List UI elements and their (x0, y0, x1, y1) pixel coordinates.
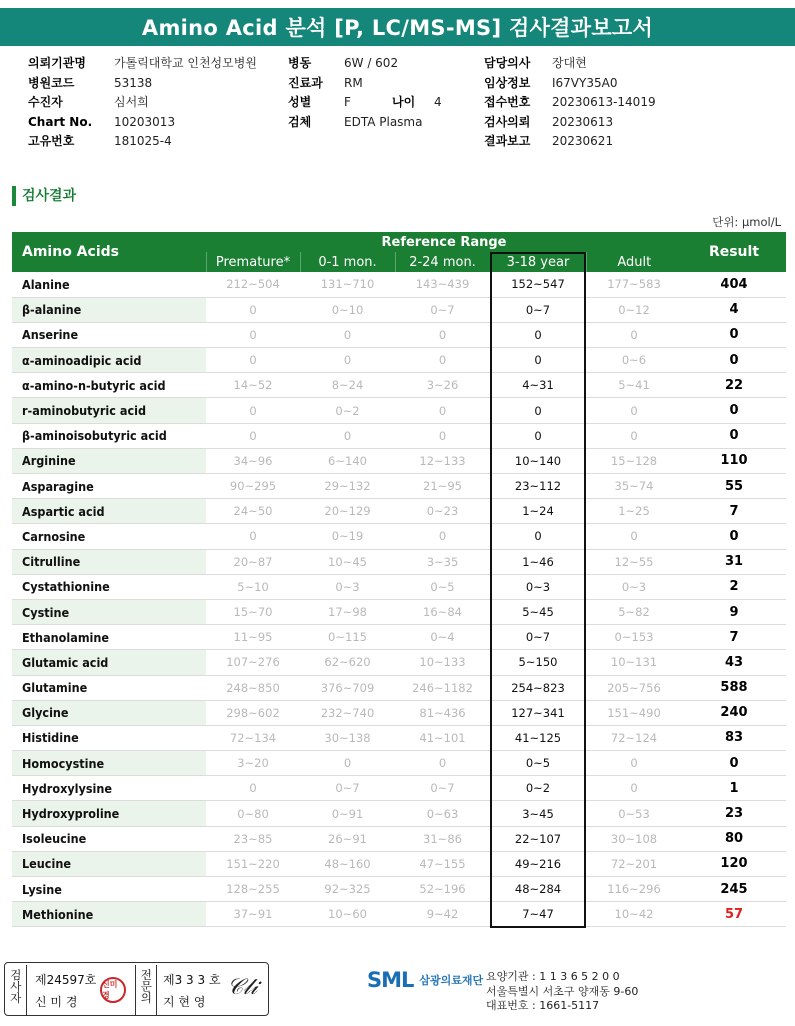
reference-range-cell: 0 (395, 398, 490, 423)
reference-range-cell: 116~296 (586, 877, 682, 902)
reference-range-cell: 5~41 (586, 373, 682, 398)
reference-range-cell: 127~341 (490, 700, 586, 725)
reference-range-cell: 0 (300, 348, 395, 373)
inspector-vertical-label (5, 965, 27, 1015)
amino-acid-name: β-alanine (12, 297, 206, 322)
result-value: 0 (682, 348, 786, 373)
signature-box (4, 962, 269, 1016)
reference-range-cell: 0 (586, 423, 682, 448)
reference-range-cell: 31~86 (395, 826, 490, 851)
reference-range-cell: 376~709 (300, 675, 395, 700)
info-row (28, 132, 257, 152)
reference-range-cell: 0 (490, 524, 586, 549)
table-row (12, 801, 786, 826)
info-key: 접수번호 (484, 95, 531, 109)
reference-range-cell: 0 (395, 751, 490, 776)
amino-acid-name: Glutamine (12, 675, 206, 700)
reference-range-cell: 0 (586, 751, 682, 776)
reference-range-cell: 0 (586, 776, 682, 801)
info-value: I67VY35A0 (552, 75, 618, 90)
info-value: RM (344, 75, 363, 90)
reference-range-cell: 0~10 (300, 297, 395, 322)
amino-acid-name: Aspartic acid (12, 499, 206, 524)
table-row (12, 474, 786, 499)
info-row (484, 54, 656, 74)
table-row (12, 574, 786, 599)
reference-range-cell: 0 (206, 348, 300, 373)
info-value: 53138 (114, 75, 153, 90)
reference-range-cell: 1~24 (490, 499, 586, 524)
info-row (28, 113, 257, 133)
amino-acid-name: Isoleucine (12, 826, 206, 851)
reference-range-cell: 0~3 (490, 574, 586, 599)
table-row (12, 776, 786, 801)
reference-range-cell: 10~60 (300, 902, 395, 927)
contact-info (486, 970, 638, 1014)
reference-range-cell: 0~63 (395, 801, 490, 826)
organization-name: 삼광의료재단 (419, 974, 484, 987)
inspector-name: 신 미 경 (35, 995, 78, 1009)
reference-range-cell: 92~325 (300, 877, 395, 902)
amino-acid-name: Homocystine (12, 751, 206, 776)
reference-range-cell: 0~2 (490, 776, 586, 801)
reference-range-cell: 15~128 (586, 448, 682, 473)
info-column-2 (288, 54, 442, 132)
vertical-label-text: 전문의 (139, 969, 154, 1004)
table-row (12, 448, 786, 473)
table-row (12, 549, 786, 574)
reference-range-cell: 16~84 (395, 599, 490, 624)
result-value: 80 (682, 826, 786, 851)
amino-acid-name: Methionine (12, 902, 206, 927)
table-row (12, 297, 786, 322)
reference-range-cell: 152~547 (490, 272, 586, 297)
reference-range-cell: 0 (490, 398, 586, 423)
reference-range-cell: 41~125 (490, 725, 586, 750)
amino-acid-name: α-amino-n-butyric acid (12, 373, 206, 398)
info-key: 결과보고 (484, 134, 531, 148)
amino-acid-name: r-aminobutyric acid (12, 398, 206, 423)
reference-range-cell: 0~7 (395, 297, 490, 322)
reference-range-cell: 72~201 (586, 851, 682, 876)
reference-range-cell: 4~31 (490, 373, 586, 398)
reference-range-cell: 0 (206, 322, 300, 347)
info-column-3 (484, 54, 656, 152)
result-value: 245 (682, 877, 786, 902)
result-value: 404 (682, 272, 786, 297)
signature-mark: 𝒞𝓁𝒾 (227, 975, 258, 1000)
info-value: F (344, 95, 351, 109)
info-value: EDTA Plasma (344, 114, 423, 129)
reference-range-cell: 22~107 (490, 826, 586, 851)
reference-range-cell: 23~112 (490, 474, 586, 499)
reference-range-cell: 20~87 (206, 549, 300, 574)
reference-range-cell: 10~45 (300, 549, 395, 574)
reference-range-cell: 17~98 (300, 599, 395, 624)
table-row (12, 902, 786, 927)
info-value: 20230613-14019 (552, 95, 656, 109)
reference-range-cell: 212~504 (206, 272, 300, 297)
reference-range-cell: 0 (490, 322, 586, 347)
info-row (288, 113, 442, 133)
reference-range-cell: 35~74 (586, 474, 682, 499)
result-value: 0 (682, 751, 786, 776)
amino-acid-name: Hydroxylysine (12, 776, 206, 801)
amino-acid-name: Asparagine (12, 474, 206, 499)
info-row (484, 74, 656, 94)
specialist-license: 제3 3 3 호 (163, 973, 221, 987)
reference-range-cell: 0~4 (395, 625, 490, 650)
header-age-group: 0-1 mon. (300, 252, 395, 272)
info-value: 장대현 (552, 56, 587, 70)
info-key: 임상정보 (484, 75, 531, 90)
reference-range-cell: 8~24 (300, 373, 395, 398)
reference-range-cell: 0~115 (300, 625, 395, 650)
reference-range-cell: 7~47 (490, 902, 586, 927)
reference-range-cell: 24~50 (206, 499, 300, 524)
result-value: 31 (682, 549, 786, 574)
reference-range-cell: 30~108 (586, 826, 682, 851)
info-key: 병동 (288, 56, 312, 70)
header-age-group: 2-24 mon. (395, 252, 490, 272)
header-age-group: Adult (586, 252, 682, 272)
info-value: 20230621 (552, 134, 614, 148)
reference-range-cell: 0~91 (300, 801, 395, 826)
reference-range-cell: 49~216 (490, 851, 586, 876)
reference-range-cell: 246~1182 (395, 675, 490, 700)
reference-range-cell: 0~6 (586, 348, 682, 373)
specialist-name: 지 현 영 (163, 995, 206, 1009)
amino-acid-name: Lysine (12, 877, 206, 902)
reference-range-cell: 0 (586, 524, 682, 549)
reference-range-cell: 0 (206, 297, 300, 322)
reference-range-cell: 90~295 (206, 474, 300, 499)
result-value: 57 (682, 902, 786, 927)
result-value: 110 (682, 448, 786, 473)
reference-range-cell: 26~91 (300, 826, 395, 851)
reference-range-cell: 0~153 (586, 625, 682, 650)
amino-acid-name: Ethanolamine (12, 625, 206, 650)
header-age-group: Premature* (206, 252, 300, 272)
info-value: 20230613 (552, 114, 614, 129)
table-row (12, 675, 786, 700)
reference-range-cell: 0~7 (395, 776, 490, 801)
table-row (12, 625, 786, 650)
reference-range-cell: 0~5 (490, 751, 586, 776)
info-value: 4 (434, 95, 442, 109)
reference-range-cell: 0 (300, 751, 395, 776)
reference-range-cell: 0 (395, 423, 490, 448)
header-result: Result (682, 232, 786, 272)
reference-range-cell: 30~138 (300, 725, 395, 750)
reference-range-cell: 11~95 (206, 625, 300, 650)
info-row (484, 93, 656, 113)
result-value: 120 (682, 851, 786, 876)
info-row (484, 113, 656, 133)
reference-range-cell: 12~55 (586, 549, 682, 574)
reference-range-cell: 298~602 (206, 700, 300, 725)
report-title: Amino Acid 분석 [P, LC/MS-MS] 검사결과보고서 (0, 8, 795, 46)
info-value: 10203013 (114, 114, 176, 129)
amino-acid-name: Arginine (12, 448, 206, 473)
reference-range-cell: 1~46 (490, 549, 586, 574)
reference-range-cell: 0~3 (300, 574, 395, 599)
reference-range-cell: 3~20 (206, 751, 300, 776)
reference-range-cell: 0 (586, 398, 682, 423)
info-column-1 (28, 54, 257, 152)
info-key: 진료과 (288, 75, 323, 90)
amino-acid-name: Anserine (12, 322, 206, 347)
amino-acid-name: Hydroxyproline (12, 801, 206, 826)
reference-range-cell: 20~129 (300, 499, 395, 524)
amino-acid-name: Glycine (12, 700, 206, 725)
info-row (484, 132, 656, 152)
reference-range-cell: 0 (395, 524, 490, 549)
result-value: 23 (682, 801, 786, 826)
reference-range-cell: 0~5 (395, 574, 490, 599)
reference-range-cell: 41~101 (395, 725, 490, 750)
reference-range-cell: 248~850 (206, 675, 300, 700)
info-key: 의뢰기관명 (28, 56, 86, 70)
result-value: 22 (682, 373, 786, 398)
amino-acid-name: Cystathionine (12, 574, 206, 599)
info-key: 나이 (392, 95, 416, 109)
result-value: 2 (682, 574, 786, 599)
seal-stamp: 신미경 (100, 977, 126, 1003)
reference-range-cell: 0 (206, 423, 300, 448)
section-title: 검사결과 (12, 186, 76, 206)
reference-range-cell: 62~620 (300, 650, 395, 675)
reference-range-cell: 23~85 (206, 826, 300, 851)
reference-range-cell: 48~284 (490, 877, 586, 902)
info-row (28, 93, 257, 113)
header-reference-range: Reference Range (206, 232, 682, 252)
inspector-license: 제24597호 (35, 973, 97, 987)
logo-mark: SML (367, 968, 414, 992)
reference-range-cell: 0~19 (300, 524, 395, 549)
reference-range-cell: 0 (490, 423, 586, 448)
info-row (288, 93, 442, 113)
reference-range-cell: 9~42 (395, 902, 490, 927)
reference-range-cell: 72~124 (586, 725, 682, 750)
reference-range-cell: 29~132 (300, 474, 395, 499)
result-value: 9 (682, 599, 786, 624)
reference-range-cell: 177~583 (586, 272, 682, 297)
result-value: 7 (682, 625, 786, 650)
reference-range-cell: 3~35 (395, 549, 490, 574)
reference-range-cell: 5~82 (586, 599, 682, 624)
amino-acid-name: Alanine (12, 272, 206, 297)
info-row (288, 54, 442, 74)
reference-range-cell: 10~42 (586, 902, 682, 927)
reference-range-cell: 37~91 (206, 902, 300, 927)
reference-range-cell: 0 (300, 423, 395, 448)
amino-acid-name: Carnosine (12, 524, 206, 549)
reference-range-cell: 0~7 (300, 776, 395, 801)
reference-range-cell: 0~53 (586, 801, 682, 826)
amino-acid-name: Leucine (12, 851, 206, 876)
reference-range-cell: 131~710 (300, 272, 395, 297)
table-row (12, 499, 786, 524)
contact-line: 서울특별시 서초구 양재동 9-60 (486, 984, 639, 998)
reference-range-cell: 0~12 (586, 297, 682, 322)
table-row (12, 322, 786, 347)
reference-range-cell: 0 (206, 776, 300, 801)
table-row (12, 398, 786, 423)
reference-range-cell: 232~740 (300, 700, 395, 725)
table-row (12, 700, 786, 725)
info-row (288, 74, 442, 94)
reference-range-cell: 0 (206, 398, 300, 423)
info-key: 검사의뢰 (484, 114, 531, 129)
reference-range-cell: 3~45 (490, 801, 586, 826)
info-key: 검체 (288, 114, 312, 129)
reference-range-cell: 72~134 (206, 725, 300, 750)
reference-range-cell: 0 (300, 322, 395, 347)
reference-range-cell: 21~95 (395, 474, 490, 499)
amino-acid-name: Histidine (12, 725, 206, 750)
table-row (12, 826, 786, 851)
info-key: 고유번호 (28, 134, 75, 148)
reference-range-cell: 0~80 (206, 801, 300, 826)
vertical-label-text: 검사자 (8, 969, 23, 1004)
sml-logo (367, 968, 483, 992)
contact-line: 요양기관 : 1 1 3 6 5 2 0 0 (486, 970, 620, 983)
info-key: 담당의사 (484, 56, 531, 70)
reference-range-cell: 0~7 (490, 297, 586, 322)
header-amino-acids: Amino Acids (12, 232, 206, 272)
reference-range-cell: 107~276 (206, 650, 300, 675)
info-value: 181025-4 (114, 134, 172, 148)
reference-range-cell: 5~10 (206, 574, 300, 599)
table-row (12, 851, 786, 876)
info-row (28, 54, 257, 74)
table-row (12, 650, 786, 675)
reference-range-cell: 5~45 (490, 599, 586, 624)
table-row (12, 348, 786, 373)
amino-acid-name: α-aminoadipic acid (12, 348, 206, 373)
reference-range-cell: 0 (490, 348, 586, 373)
contact-line: 대표번호 : 1661-5117 (486, 999, 600, 1012)
reference-range-cell: 12~133 (395, 448, 490, 473)
reference-range-cell: 0 (395, 322, 490, 347)
results-table (12, 232, 786, 927)
table-row (12, 725, 786, 750)
info-key: Chart No. (28, 114, 93, 129)
reference-range-cell: 52~196 (395, 877, 490, 902)
table-row (12, 272, 786, 297)
result-value: 0 (682, 423, 786, 448)
amino-acid-name: β-aminoisobutyric acid (12, 423, 206, 448)
reference-range-cell: 151~490 (586, 700, 682, 725)
result-value: 43 (682, 650, 786, 675)
reference-range-cell: 205~756 (586, 675, 682, 700)
unit-label: 단위: μmol/L (712, 215, 781, 229)
info-key: 수진자 (28, 95, 63, 109)
reference-range-cell: 0~23 (395, 499, 490, 524)
reference-range-cell: 0~7 (490, 625, 586, 650)
result-value: 83 (682, 725, 786, 750)
reference-range-cell: 10~133 (395, 650, 490, 675)
result-value: 4 (682, 297, 786, 322)
result-value: 240 (682, 700, 786, 725)
info-key: 성별 (288, 95, 312, 109)
reference-range-cell: 5~150 (490, 650, 586, 675)
reference-range-cell: 254~823 (490, 675, 586, 700)
amino-acid-name: Citrulline (12, 549, 206, 574)
reference-range-cell: 10~131 (586, 650, 682, 675)
reference-range-cell: 81~436 (395, 700, 490, 725)
table-row (12, 373, 786, 398)
result-value: 588 (682, 675, 786, 700)
reference-range-cell: 10~140 (490, 448, 586, 473)
header-age-group: 3-18 year (490, 252, 586, 272)
reference-range-cell: 47~155 (395, 851, 490, 876)
reference-range-cell: 0~2 (300, 398, 395, 423)
reference-range-cell: 0 (586, 322, 682, 347)
reference-range-cell: 3~26 (395, 373, 490, 398)
table-row (12, 599, 786, 624)
reference-range-cell: 6~140 (300, 448, 395, 473)
table-row (12, 423, 786, 448)
info-row (28, 74, 257, 94)
result-value: 55 (682, 474, 786, 499)
reference-range-cell: 1~25 (586, 499, 682, 524)
table-row (12, 877, 786, 902)
result-value: 1 (682, 776, 786, 801)
info-key: 병원코드 (28, 75, 75, 90)
reference-range-cell: 15~70 (206, 599, 300, 624)
table-row (12, 524, 786, 549)
table-row (12, 751, 786, 776)
info-value: 심서희 (114, 95, 149, 109)
amino-acid-name: Cystine (12, 599, 206, 624)
reference-range-cell: 151~220 (206, 851, 300, 876)
reference-range-cell: 128~255 (206, 877, 300, 902)
reference-range-cell: 0 (206, 524, 300, 549)
reference-range-cell: 0 (395, 348, 490, 373)
info-value: 가톨릭대학교 인천성모병원 (114, 56, 257, 70)
reference-range-cell: 34~96 (206, 448, 300, 473)
result-value: 7 (682, 499, 786, 524)
reference-range-cell: 143~439 (395, 272, 490, 297)
reference-range-cell: 48~160 (300, 851, 395, 876)
amino-acid-name: Glutamic acid (12, 650, 206, 675)
result-value: 0 (682, 322, 786, 347)
reference-range-cell: 14~52 (206, 373, 300, 398)
specialist-vertical-label (135, 965, 157, 1015)
result-value: 0 (682, 398, 786, 423)
info-value: 6W / 602 (344, 56, 399, 70)
result-value: 0 (682, 524, 786, 549)
reference-range-cell: 0~3 (586, 574, 682, 599)
